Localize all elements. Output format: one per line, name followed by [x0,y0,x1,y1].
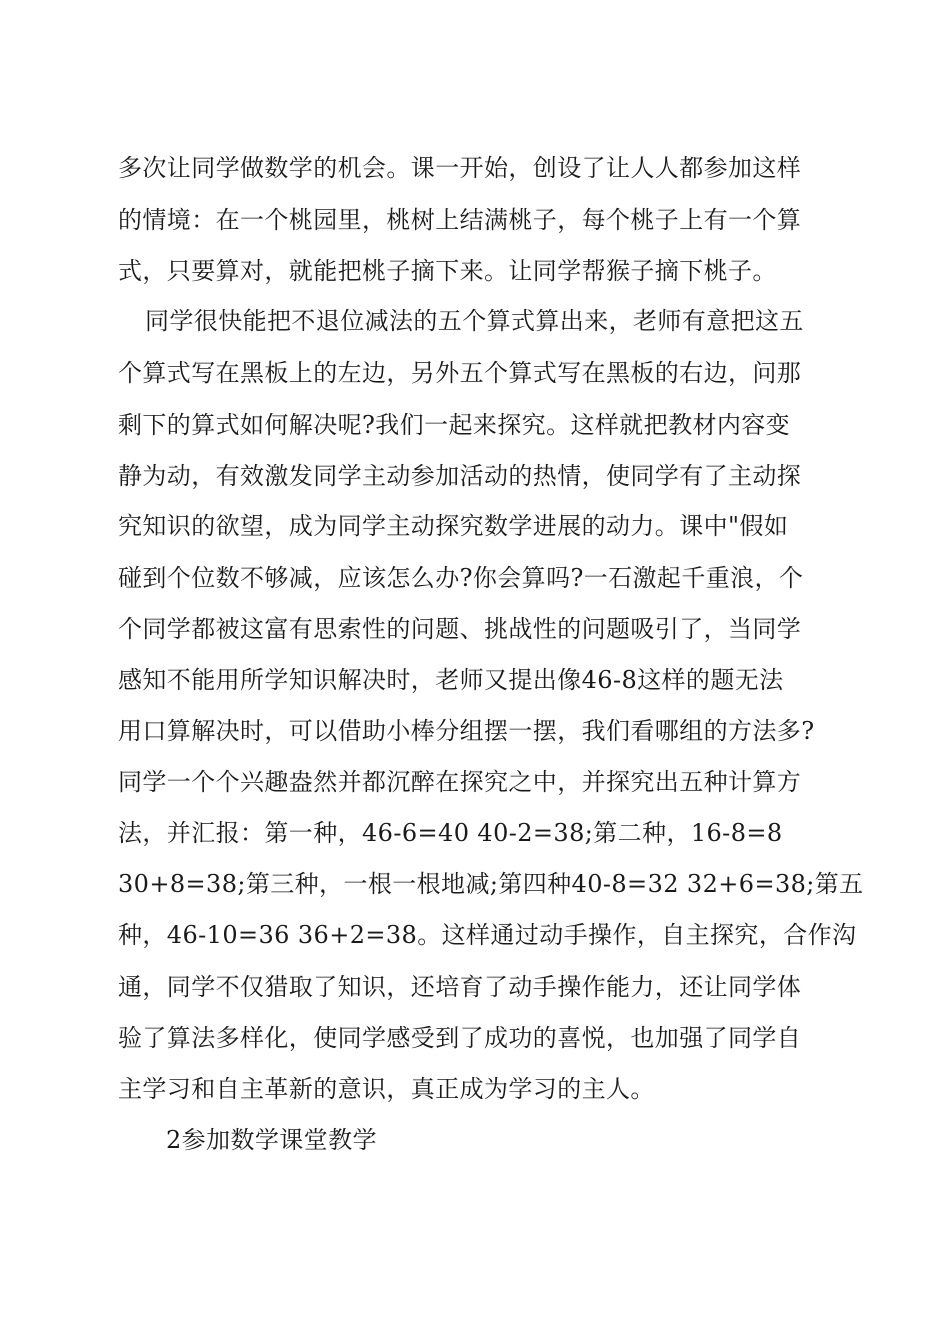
text-line: 同学很快能把不退位减法的五个算式算出来，老师有意把这五 [145,307,804,335]
text-line: 30+8=38;第三种，一根一根地减;第四种40-8=32 32+6=38;第五 [118,870,864,898]
text-line: 用口算解决时，可以借助小棒分组摆一摆，我们看哪组的方法多? [118,717,815,745]
text-line: 多次让同学做数学的机会。课一开始，创设了让人人都参加这样 [118,154,802,182]
text-line: 法，并汇报：第一种，46-6=40 40-2=38;第二种，16-8=8 [118,819,783,847]
text-line: 个算式写在黑板上的左边，另外五个算式写在黑板的右边，问那 [118,359,802,387]
text-line: 通，同学不仅猎取了知识，还培育了动手操作能力，还让同学体 [118,973,802,1001]
text-line: 的情境：在一个桃园里，桃树上结满桃子，每个桃子上有一个算 [118,206,802,234]
text-line: 主学习和自主革新的意识，真正成为学习的主人。 [118,1075,655,1103]
text-line: 个同学都被这富有思索性的问题、挑战性的问题吸引了，当同学 [118,615,802,643]
text-line: 碰到个位数不够减，应该怎么办?你会算吗?一石激起千重浪，个 [118,564,804,592]
text-line: 感知不能用所学知识解决时，老师又提出像46-8这样的题无法 [118,666,784,694]
text-line: 验了算法多样化，使同学感受到了成功的喜悦，也加强了同学自 [118,1024,802,1052]
text-line: 同学一个个兴趣盎然并都沉醉在探究之中，并探究出五种计算方 [118,768,802,796]
text-line: 剩下的算式如何解决呢?我们一起来探究。这样就把教材内容变 [118,411,791,439]
section-heading: 2参加数学课堂教学 [166,1126,377,1154]
text-line: 式，只要算对，就能把桃子摘下来。让同学帮猴子摘下桃子。 [118,257,777,285]
text-line: 种，46-10=36 36+2=38。这样通过动手操作，自主探究，合作沟 [118,921,857,949]
text-line: 静为动，有效激发同学主动参加活动的热情，使同学有了主动探 [118,462,802,490]
text-line: 究知识的欲望，成为同学主动探究数学进展的动力。课中"假如 [118,512,789,540]
